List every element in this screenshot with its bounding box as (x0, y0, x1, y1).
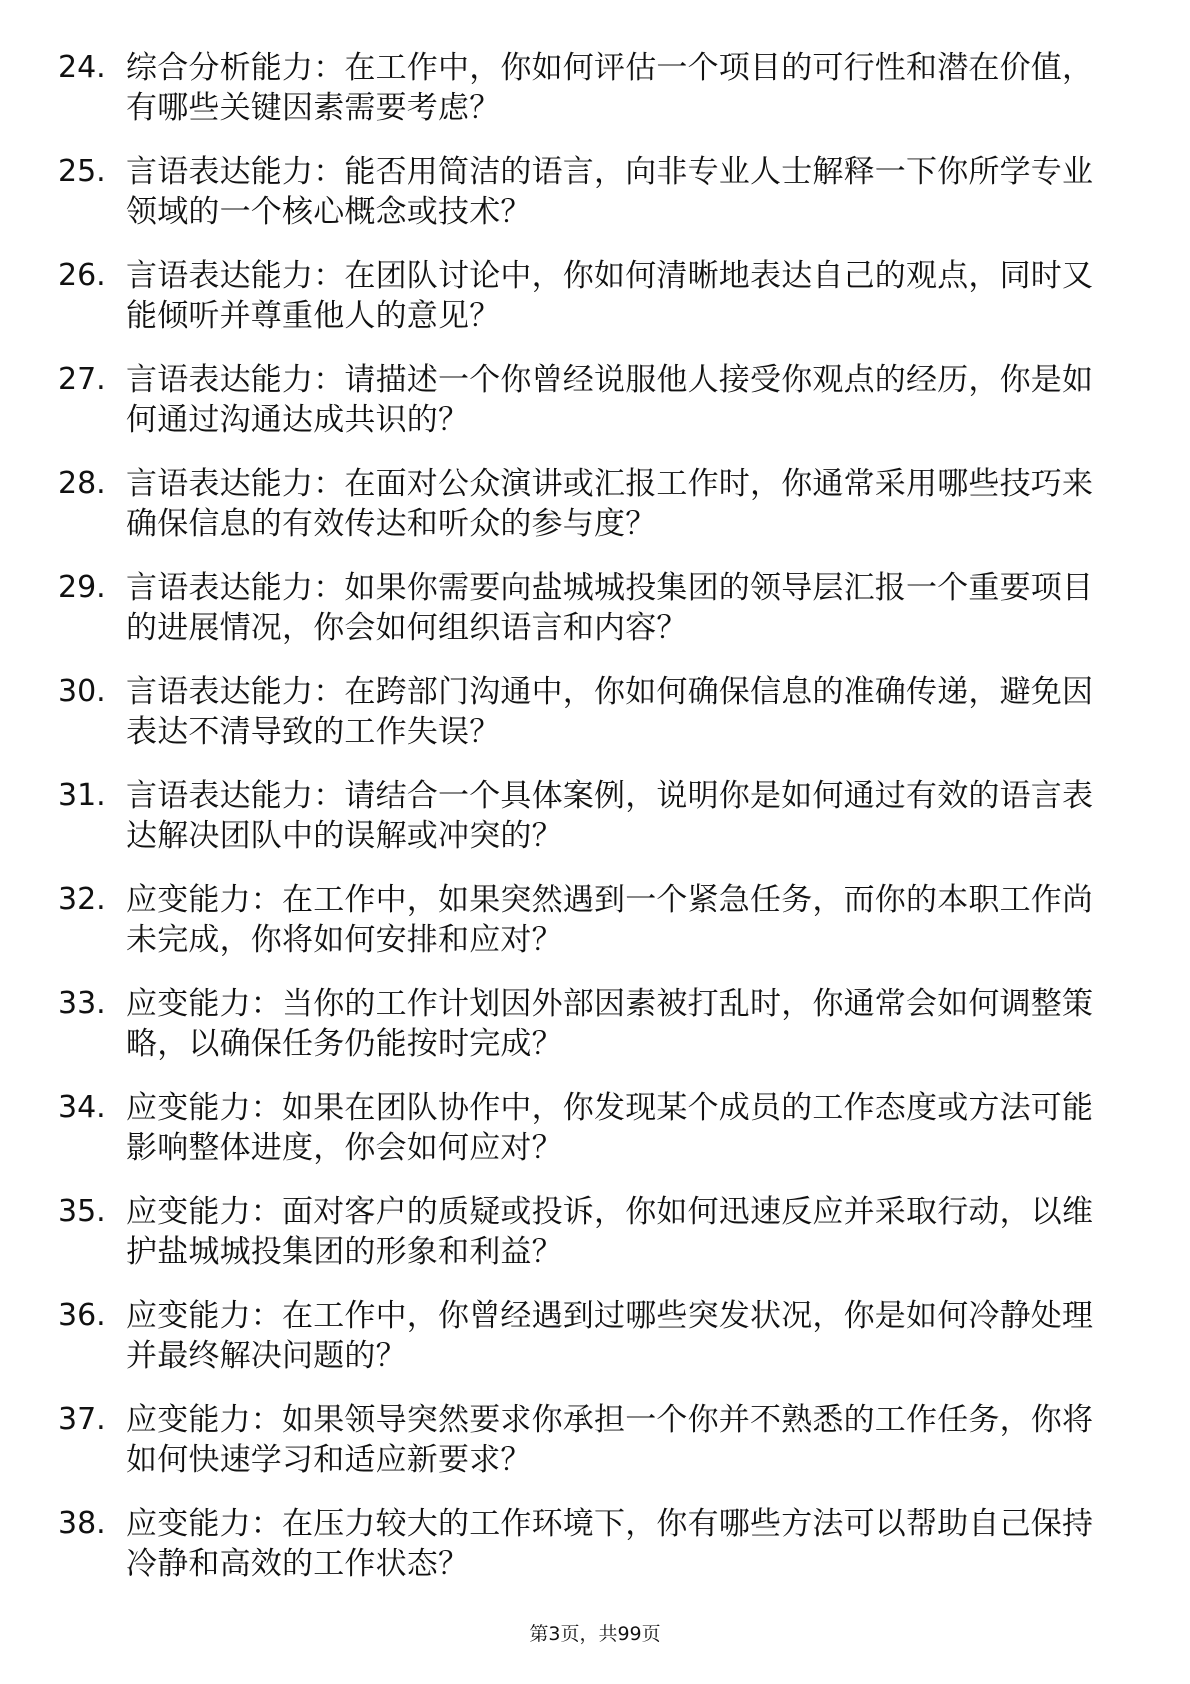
question-text: 应变能力：如果领导突然要求你承担一个你并不熟悉的工作任务，你将如何快速学习和适应新要求？ (126, 1402, 1094, 1478)
question-text: 言语表达能力：能否用简洁的语言，向非专业人士解释一下你所学专业领域的一个核心概念或技术？ (126, 154, 1094, 230)
question-text: 言语表达能力：如果你需要向盐城城投集团的领导层汇报一个重要项目的进展情况，你会如何组织语言和内容？ (126, 570, 1094, 646)
question-item (58, 464, 1118, 568)
question-text: 应变能力：在压力较大的工作环境下，你有哪些方法可以帮助自己保持冷静和高效的工作状态？ (126, 1506, 1094, 1582)
page-number: 第3页，共99页 (529, 1623, 661, 1645)
question-number: 27. (58, 362, 106, 397)
question-number: 28. (58, 466, 106, 501)
question-item (58, 672, 1118, 776)
question-item (58, 360, 1118, 464)
question-text: 应变能力：当你的工作计划因外部因素被打乱时，你通常会如何调整策略，以确保任务仍能按时完成？ (126, 986, 1094, 1062)
question-text: 言语表达能力：在跨部门沟通中，你如何确保信息的准确传递，避免因表达不清导致的工作失误？ (126, 674, 1094, 750)
question-text: 言语表达能力：请描述一个你曾经说服他人接受你观点的经历，你是如何通过沟通达成共识的？ (126, 362, 1094, 438)
question-number: 25. (58, 154, 106, 189)
question-number: 26. (58, 258, 106, 293)
question-item (58, 1504, 1118, 1608)
question-item (58, 1192, 1118, 1296)
question-item (58, 256, 1118, 360)
question-number: 38. (58, 1506, 106, 1541)
question-item (58, 984, 1118, 1088)
question-item (58, 1296, 1118, 1400)
question-number: 37. (58, 1402, 106, 1437)
question-item (58, 776, 1118, 880)
question-number: 29. (58, 570, 106, 605)
question-text: 应变能力：在工作中，如果突然遇到一个紧急任务，而你的本职工作尚未完成，你将如何安排和应对？ (126, 882, 1094, 958)
question-number: 35. (58, 1194, 106, 1229)
question-text: 应变能力：面对客户的质疑或投诉，你如何迅速反应并采取行动，以维护盐城城投集团的形象和利益？ (126, 1194, 1094, 1270)
question-item (58, 568, 1118, 672)
question-text: 言语表达能力：在团队讨论中，你如何清晰地表达自己的观点，同时又能倾听并尊重他人的意见？ (126, 258, 1094, 334)
page-footer (0, 1622, 1190, 1646)
question-text: 应变能力：在工作中，你曾经遇到过哪些突发状况，你是如何冷静处理并最终解决问题的？ (126, 1298, 1094, 1374)
question-list (58, 48, 1118, 1608)
question-text: 应变能力：如果在团队协作中，你发现某个成员的工作态度或方法可能影响整体进度，你会如何应对？ (126, 1090, 1094, 1166)
question-number: 34. (58, 1090, 106, 1125)
question-item (58, 880, 1118, 984)
question-text: 综合分析能力：在工作中，你如何评估一个项目的可行性和潜在价值，有哪些关键因素需要考虑？ (126, 50, 1094, 126)
question-number: 36. (58, 1298, 106, 1333)
question-item (58, 152, 1118, 256)
question-number: 33. (58, 986, 106, 1021)
question-number: 31. (58, 778, 106, 813)
question-number: 30. (58, 674, 106, 709)
question-item (58, 1400, 1118, 1504)
question-text: 言语表达能力：请结合一个具体案例，说明你是如何通过有效的语言表达解决团队中的误解或冲突的？ (126, 778, 1094, 854)
question-text: 言语表达能力：在面对公众演讲或汇报工作时，你通常采用哪些技巧来确保信息的有效传达和听众的参与度？ (126, 466, 1094, 542)
question-item (58, 1088, 1118, 1192)
question-number: 32. (58, 882, 106, 917)
question-number: 24. (58, 50, 106, 85)
question-item (58, 48, 1118, 152)
